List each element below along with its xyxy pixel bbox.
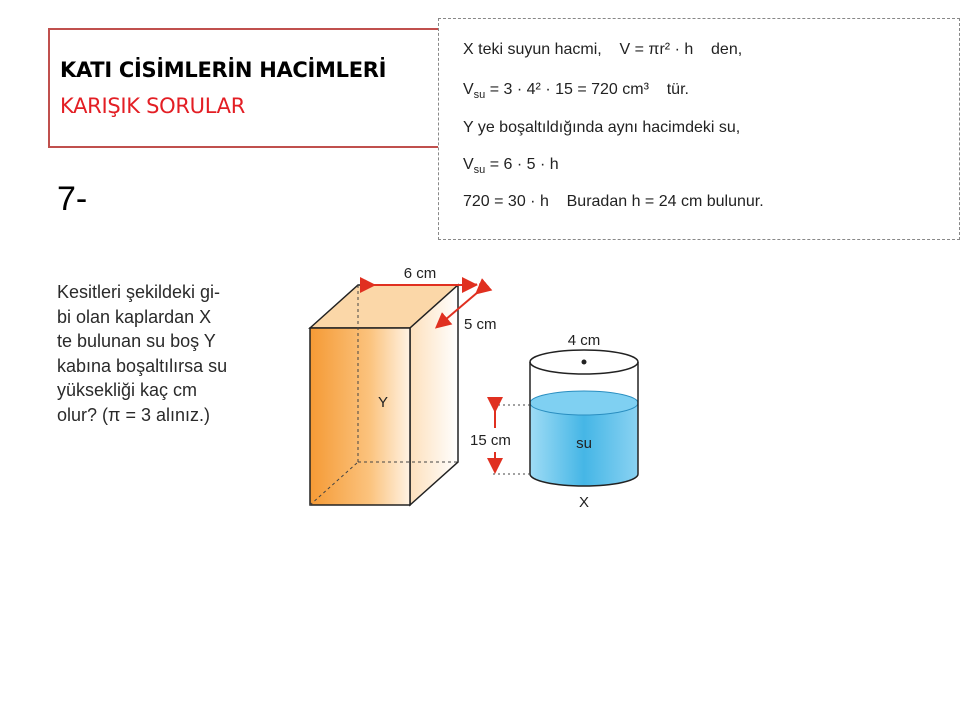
center-dot (582, 360, 587, 365)
page-title: KATI CİSİMLERİN HACİMLERİ (60, 58, 387, 82)
box-y (310, 285, 458, 505)
width-label: 6 cm (403, 265, 437, 282)
solution-line-5: 720 = 30 · h Buradan h = 24 cm bulunur. (463, 193, 764, 210)
water-label: su (576, 435, 592, 452)
question-line: te bulunan su boş Y (57, 331, 216, 351)
question-line: yüksekliği kaç cm (57, 380, 198, 400)
solution-line-4: $V_{su} = 6 \cdot 5 \cdot h$ (463, 156, 559, 177)
cylinder-x (530, 332, 638, 511)
question-line: bi olan kaplardan X (57, 306, 212, 327)
solution-line-3: Y ye boşaltıldığında aynı hacimdeki su, (463, 119, 741, 136)
question-line: olur? (π = 3 alınız.) (57, 404, 210, 425)
cylinder-label: X (578, 494, 590, 511)
depth-label: 5 cm (464, 316, 497, 333)
height-label: 15 cm (470, 432, 511, 449)
question-number: 7- (57, 180, 88, 218)
water-height-dimension (470, 405, 530, 474)
solution-line-2: $V_{su} = 3 \cdot 4^2 \cdot 15 = 720$ cm³ tür. (463, 81, 689, 102)
solution-line-1: X teki suyun hacmi, V = πr² · h den, (463, 41, 743, 58)
question-line: Kesitleri şekildeki gi- (57, 282, 221, 302)
radius-label: 4 cm (567, 332, 601, 349)
page-subtitle: KARIŞIK SORULAR (60, 94, 245, 118)
box-label: Y (377, 394, 389, 411)
question-line: kabına boşaltılırsa su (57, 355, 228, 376)
